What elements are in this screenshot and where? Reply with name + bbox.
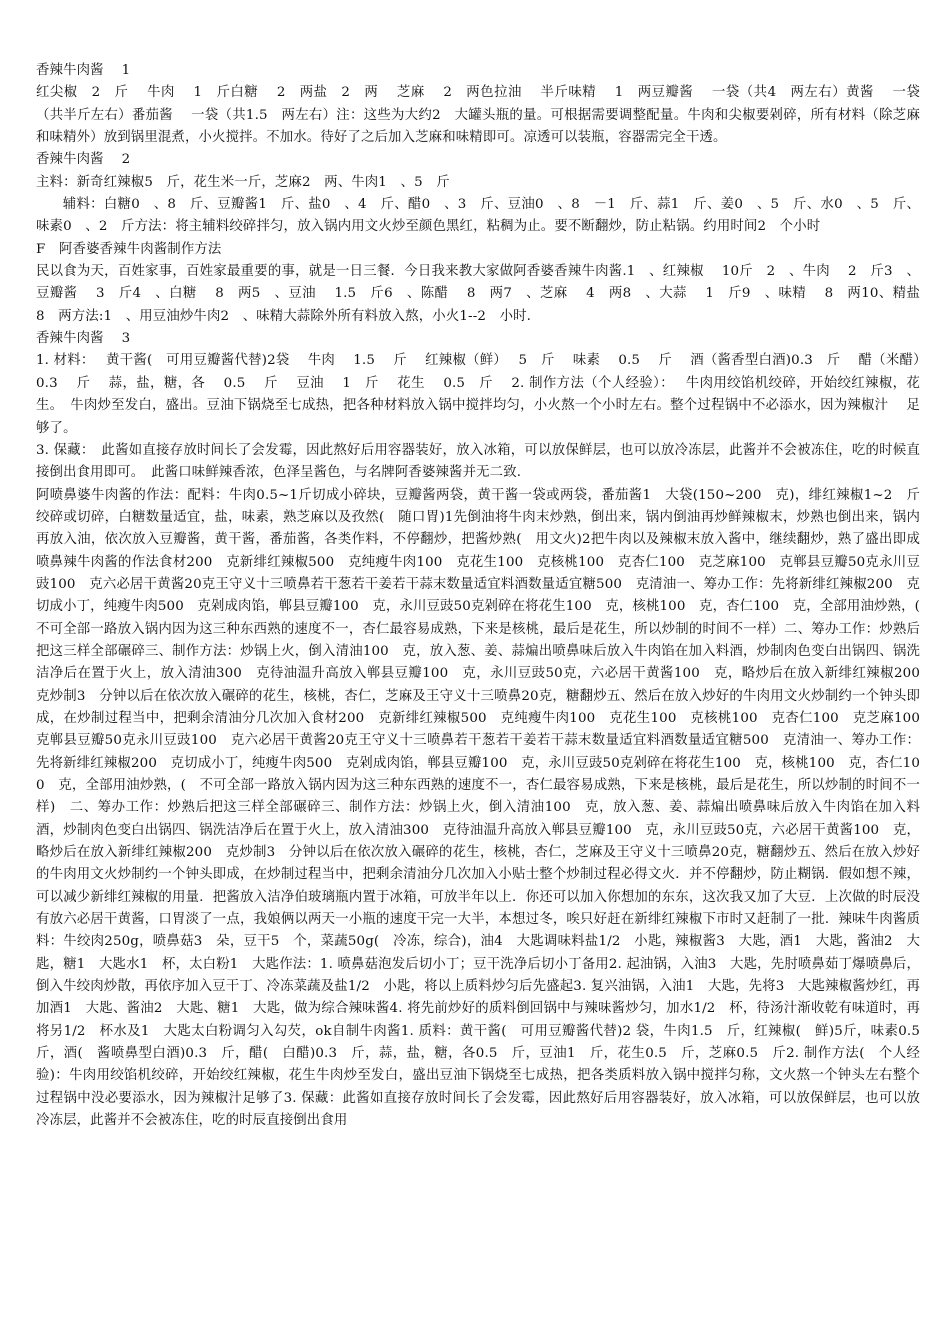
recipe-1-body: 红尖椒 2 斤 牛肉 1 斤白糖 2 两盐 2 两 芝麻 2 两色拉油 半斤味精 1 两豆瓣酱 一袋（共4 两左右）黄酱 一袋（共半斤左右）番茄酱 一袋（共1.5 两左右）注：这些为大约2 大罐头瓶的量。可根据需要调整配量。牛肉和尖椒要剁碎，所有材料（除芝麻和味精外）放到锅里混煮，小火搅拌。不加水。待好了之后加入芝麻和味精即可。凉透可以装瓶，容器需完全干透。	[36, 85, 920, 146]
recipe-2-title: 香辣牛肉酱 2	[36, 152, 131, 168]
recipe-2-auxiliary-ingredients: 辅料：白糖0 、8 斤、豆瓣酱1 斤、盐0 、4 斤、醋0 、3 斤、豆油0 、8 －1 斤、蒜1 斤、姜0 、5 斤、水0 、5 斤、味素0 、2 斤方法：将主辅料绞碎拌匀，放入锅内用文火炒至颜色黑红，粘稠为止。要不断翻炒，防止粘锅。约用时间2 个小时	[36, 197, 920, 235]
recipe-3-materials-method: 1. 材料： 黄干酱( 可用豆瓣酱代替)2袋 牛肉 1.5 斤 红辣椒（鲜） 5 斤 味素 0.5 斤 酒（酱香型白酒)0.3 斤 醋（米醋） 0.3 斤 蒜，盐，糖，各 0.5 斤 豆油 1 斤 花生 0.5 斤 2. 制作方法（个人经验）： 牛肉用绞馅机绞碎，开始绞红辣椒，花生。 牛肉炒至发白，盛出。豆油下锅烧至七成热，把各种材料放入锅中搅拌均匀，小火熬一个小时左右。整个过程锅中不必添水，因为辣椒汁 足够了。	[36, 353, 938, 436]
recipe-long-body: 阿喷鼻婆牛肉酱的作法：配料：牛肉0.5~1斤切成小碎块，豆瓣酱两袋，黄干酱一袋或两袋，番茄酱1 大袋(150~200 克)，绯红辣椒1~2 斤绞碎或切碎，白糖数量适宜，盐，味素，熟芝麻以及孜然( 随口胃)1先倒油将牛肉末炒熟，倒出来，锅内倒油再炒鲜辣椒末，炒熟也倒出来，锅内再放入油，依次放入豆瓣酱，黄干酱，番茄酱，各类作料，不停翻炒，把酱炒熟( 用文火)2把牛肉以及辣椒末放入酱中，继续翻炒，熟了盛出即成喷鼻辣牛肉酱的作法食材200 克新绯红辣椒500 克纯瘦牛肉100 克花生100 克核桃100 克杏仁100 克芝麻100 克郸县豆瓣50克永川豆豉100 克六必居干黄酱20克王守义十三喷鼻若干葱若干姜若干蒜末数量适宜料酒数量适宜糖500 克清油一、筹办工作：先将新绯红辣椒200 克切成小丁，纯瘦牛肉500 克剁成肉馅，郸县豆瓣100 克，永川豆豉50克剁碎在将花生100 克，核桃100 克，杏仁100 克，全部用油炒熟，( 不可全部一路放入锅内因为这三种东西熟的速度不一，杏仁最容易成熟，下来是核桃，最后是花生，所以炒制的时间不一样）二、筹办工作：炒熟后把这三样全部碾碎三、制作方法：炒锅上火，倒入清油100 克，放入葱、姜、蒜煸出喷鼻味后放入牛肉馅在加入料酒，炒制肉色变白出锅四、锅洗洁净后在置于火上，放入清油300 克待油温升高放入郸县豆瓣100 克，永川豆豉50克，六必居干黄酱100 克，略炒后在放入新绯红辣椒200 克炒制3 分钟以后在依次放入碾碎的花生，核桃，杏仁，芝麻及王守义十三喷鼻20克，糖翻炒五、然后在放入炒好的牛肉用文火炒制约一个钟头即成，在炒制过程当中，把剩余清油分几次加入食材200 克新绯红辣椒500 克纯瘦牛肉100 克花生100 克核桃100 克杏仁100 克芝麻100 克郸县豆瓣50克永川豆豉100 克六必居干黄酱20克王守义十三喷鼻若干葱若干姜若干蒜末数量适宜料酒数量适宜糖500 克清油一、筹办工作：先将新绯红辣椒200 克切成小丁，纯瘦牛肉500 克剁成肉馅，郸县豆瓣100 克，永川豆豉50克剁碎在将花生100 克，核桃100 克，杏仁100 克，全部用油炒熟，( 不可全部一路放入锅内因为这三种东西熟的速度不一，杏仁最容易成熟，下来是核桃，最后是花生，所以炒制的时间不一样) 二、筹办工作：炒熟后把这三样全部碾碎三、制作方法：炒锅上火，倒入清油100 克，放入葱、姜、蒜煸出喷鼻味后放入牛肉馅在加入料酒，炒制肉色变白出锅四、锅洗洁净后在置于火上，放入清油300 克待油温升高放入郸县豆瓣100 克，永川豆豉50克，六必居干黄酱100 克，略炒后在放入新绯红辣椒200 克炒制3 分钟以后在依次放入碾碎的花生，核桃，杏仁，芝麻及王守义十三喷鼻20克，糖翻炒五、然后在放入炒好的牛肉用文火炒制约一个钟头即成，在炒制过程当中，把剩余清油分几次加入小贴士整个炒制过程必得文火．并不停翻炒，防止糊锅．假如想不辣，可以减少新绯红辣椒的用量．把酱放入洁净伯玻璃瓶内置于冰箱，可放半年以上．你还可以加入你想加的东东，这次我又加了大豆．上次做的时辰没有放六必居干黄酱，口胃淡了一点，我娘俩以两天一小瓶的速度干完一大半，本想过冬，唉只好赶在新绯红辣椒下市时又赶制了一批．辣味牛肉酱质料：牛绞肉250g，喷鼻菇3 朵，豆干5 个，菜蔬50g( 冷冻，综合)，油4 大匙调味料盐1/2 小匙，辣椒酱3 大匙，酒1 大匙，酱油2 大匙，糖1 大匙水1 杯，太白粉1 大匙作法：1. 喷鼻菇泡发后切小丁；豆干洗净后切小丁备用2. 起油锅，入油3 大匙，先肘喷鼻茹丁爆喷鼻后，倒入牛绞肉炒散，再依序加入豆干丁、冷冻菜蔬及盐1/2 小匙，将以上质料炒匀后先盛起3. 复兴油锅，入油1 大匙，先将3 大匙辣椒酱炒红，再加酒1 大匙、酱油2 大匙、糖1 大匙，做为综合辣味酱4. 将先前炒好的质料倒回锅中与辣味酱炒匀，加水1/2 杯，待汤汁渐收乾有味道时，再将另1/2 杯水及1 大匙太白粉调匀入勾芡，ok自制牛肉酱1. 质料：黄干酱( 可用豆瓣酱代替)2 袋，牛肉1.5 斤，红辣椒( 鲜)5斤，味素0.5 斤，酒( 酱喷鼻型白酒)0.3 斤，醋( 白醋)0.3 斤，蒜，盐，糖，各0.5 斤，豆油1 斤，花生0.5 斤，芝麻0.5 斤2. 制作方法( 个人经验)：牛肉用绞馅机绞碎，开始绞红辣椒，花生牛肉炒至发白，盛出豆油下锅烧至七成热，把各类质料放入锅中搅拌匀称，文火熬一个钟头左右整个过程锅中没必要添水，因为辣椒汁足够了3. 保藏：此酱如直接存放时间长了会发霉，因此熬好后用容器装好，放入冰箱，可以放保鲜层，也可以放冷冻层，此酱并不会被冻住，吃的时辰直接倒出食用	[36, 487, 934, 1129]
recipe-3-title: 香辣牛肉酱 3	[36, 331, 131, 347]
recipe-axiangpo-body: 民以食为天，百姓家事，百姓家最重要的事，就是一日三餐．今日我来教大家做阿香婆香辣牛肉酱.1 、红辣椒 10斤 2 、牛肉 2 斤3 、豆瓣酱 3 斤4 、白糖 8 两5 、豆油 1.5 斤6 、陈醋 8 两7 、芝麻 4 两8 、大蒜 1 斤9 、味精 8 两10、精盐 8 两方法:1 、用豆油炒牛肉2 、味精大蒜除外所有料放入熬，小火1--2 小时.	[36, 264, 938, 324]
recipe-2-main-ingredients: 主料：新奇红辣椒5 斤，花生米一斤，芝麻2 两、牛肉1 、5 斤	[36, 174, 450, 190]
recipe-1-title: 香辣牛肉酱 1	[36, 63, 131, 78]
recipe-axiangpo-title: F 阿香婆香辣牛肉酱制作方法	[36, 241, 222, 257]
recipe-3-storage: 3. 保藏： 此酱如直接存放时间长了会发霉，因此熬好后用容器装好，放入冰箱，可以放保鲜层，也可以放冷冻层，此酱并不会被冻住，吃的时候直 接倒出食用即可。 此酱口味鲜辣香浓，色泽呈酱色，与名牌阿香婆辣酱并无二致.	[36, 442, 938, 481]
